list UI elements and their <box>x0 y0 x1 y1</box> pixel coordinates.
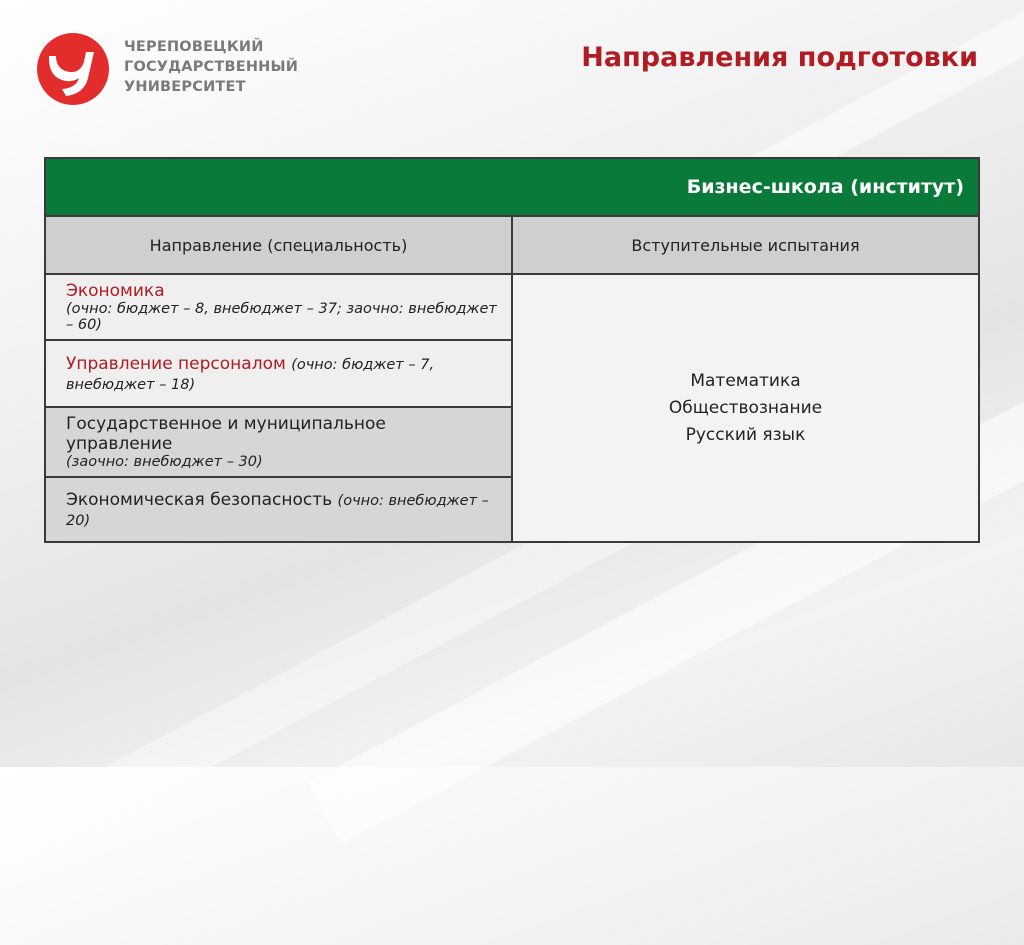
program-name: Государственное и муниципальное управление <box>66 414 386 454</box>
university-name-line: УНИВЕРСИТЕТ <box>124 79 246 95</box>
column-header-exams: Вступительные испытания <box>512 216 979 274</box>
exam-item: Математика <box>690 370 801 391</box>
table-row <box>45 340 512 407</box>
university-name-line: ЧЕРЕПОВЕЦКИЙ <box>124 39 264 55</box>
program-name: Экономика <box>66 281 165 301</box>
table-row <box>45 407 512 477</box>
programs-table <box>44 157 980 543</box>
university-logo-mark-icon <box>36 32 110 106</box>
table-row <box>45 477 512 542</box>
page-title: Направления подготовки <box>581 42 978 73</box>
program-note: (очно: внебюджет – 20) <box>66 492 489 529</box>
program-note: (очно: бюджет – 7, внебюджет – 18) <box>66 356 435 393</box>
program-name: Управление персоналом <box>66 353 286 374</box>
column-header-direction: Направление (специальность) <box>45 216 512 274</box>
table-row <box>45 274 512 340</box>
institute-header: Бизнес-школа (институт) <box>45 158 979 216</box>
university-name <box>124 37 298 97</box>
university-name-line: ГОСУДАРСТВЕННЫЙ <box>124 59 299 75</box>
university-logo <box>36 32 299 106</box>
exam-item: Обществознание <box>668 397 823 418</box>
program-note: (заочно: внебюджет – 30) <box>66 454 263 470</box>
program-note: (очно: бюджет – 8, внебюджет – 37; заочно: внебюджет – 60) <box>66 301 497 333</box>
entrance-exams <box>512 274 979 542</box>
exam-item: Русский язык <box>685 424 806 445</box>
program-name: Экономическая безопасность <box>66 489 333 510</box>
